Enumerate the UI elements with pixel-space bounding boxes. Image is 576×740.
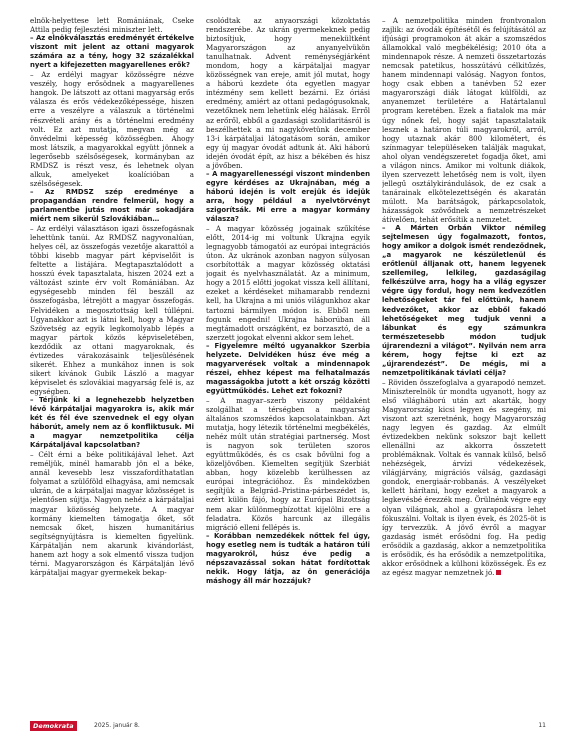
question-paragraph: – A Márten Orbán Viktor némileg sejtelmesen úgy fogalmazott, fontos, hogy amikor a dolgok ismét rendeződnek, „a magyarok ne készületlenül és erőtlenül álljanak ott, hanem legyenek szellemileg, lelkileg, gazdaságilag felkészülve arra, hogy ha a világ egyszer végre úgy fordul, hogy nem kedvezőtlen lehetőségeket tár fel előttünk, hanem kedvezőket, akkor az ebből fakadó lehetőségeket meg tudjuk venni a lábunkat és egy számunkra természetesebb módon tudjuk újrarendezni a világot”. Nyilván nem arra kérem, hogy fejtse ki ezt az „újrarendezést”. De mégis, mi a nemzetpolitikának távlati célja? [382, 224, 546, 377]
answer-paragraph: – Az erdélyi választáson igazi összefogásnak lehettünk tanúi. Az RMDSZ nagyvonalúan, helyes cél, az összefogás vezetője akarattól a többi kisebb magyar párt képviselőit is feltette a listájára. Megtapasztalódott a hosszú évek tapasztalata, hiszen 2024 ezt a változást szinte érv volt Romániában. Az egységesebb minden fél beszáll az összefogásba, létrejött a magyar összefogás. Felvidéken a megosztottság kell túllépni. Ugyanakkor azt is látni kell, hogy a Magyar Szövetség az egyik legkomolyabb lépés a magyar pártok közös képviseletében, kezdődik az ottani magyaroknak, és évtizedes várakozásaink teljesülésének sikerét. Ehhez a munkához innen is sok sikert kívánok Gubik László a magyar képviselet és szlovákiai magyarság felé is, az egységben. [30, 224, 194, 396]
magazine-logo: Demokrata [30, 721, 77, 731]
column-3 [382, 16, 546, 716]
question-paragraph: – Térjünk ki a legnehezebb helyzetben lévő kárpátaljai magyarokra is, akik már két és fél éve szenvednek el egy olyan háborút, amely nem az ő konfliktusuk. Mi a magyar nemzetpolitika célja Kárpátaljával kapcsolatban? [30, 395, 194, 450]
end-mark-icon [496, 570, 501, 575]
article-body [30, 16, 546, 716]
question-paragraph: – A magyarellenességi viszont mindenben egyre kérdéses az Ukrajnában, még a háború idején is volt erejük és idejük arra, hogy például a nyelvtörvényt szigorítsák. Mi erre a magyar kormány válasza? [206, 169, 370, 224]
page-number: 11 [538, 722, 546, 729]
answer-paragraph: – Célt érni a béke politikájával lehet. Azt reméljük, minél hamarabb jön el a béke, annál kevesebb lesz visszafordíthatatlan folyamat a szülőföld elhagyása, ami nemcsak ukrán, de a kárpátaljai magyar közösséget is jelentősen sújtja. Nagyon nehéz a kárpátaljai magyar közösség helyzete. A magyar kormány kiemelten támogatja őket, sőt nemcsak őket, hiszen humanitárius segítségnyújtásra is kiemelten figyelünk. Kárpátalján nem akarunk kivándorlást, hanem azt hogy a sok elmentő vissza tudjon térni. Magyarországon és Kárpátalján lévő kárpátaljai magyar gyermekek bekap- [30, 450, 194, 577]
question-paragraph: – Az RMDSZ szép eredménye a propagandáan rendre felmerül, hogy a parlamentbe jutás most már sokadjára miért nem sikerül Szlovákiában… [30, 187, 194, 224]
question-paragraph: – Figyelemre méltó ugyanakkor Szerbia helyzete. Delvidéken húsz éve még a magyarverések voltak a mindennapok részei, ehhez képest ma felhatalmazás magasságokba jutott a két ország közötti együttműködés. Lehet ezt fokozni? [206, 341, 370, 395]
column-2 [206, 16, 370, 716]
answer-paragraph: elnök-helyettese lett Romániának, Cseke Attila pedig fejlesztési miniszter lett. [30, 16, 194, 35]
answer-paragraph: – A magyar–szerb viszony példaként szolgálhat a térségben a magyarság általános szomszédos kapcsolatainkban. Azt mutatja, hogy létezik történelmi megbékélés, nehéz múlt után stratégiai partnerség. Most is nagyon sok területen szoros együttműködés, és cs csak bővülni fog a közeljövőben. Kiemelten segítjük Szerbiát abban, hogy közelebb kerülhessen az európai integrációhoz. És mindeközben segítjük a Belgrád–Pristina-párbeszédet is, ezért külön fájó, hogy az Európai Bizottság nem akar különmegbízottat kijelölni ere a feladatra. Közös harcunk az illegális migráció elleni fellépés is. [206, 395, 370, 532]
answer-paragraph: – A magyar közösség jogainak szűkítése előtt, 2014-ig mi voltunk Ukrajna egyik legnagyobb támogatói az európai integrációs úton. Az ukránok azonban nagyon súlyosan csorbították a magyar közösség oktatási jogait és nyelvhasználatát. Az a minimum, hogy a 2015 előtti jogokat vissza kell állítani, ezeket a kérdéseket mihamarabb rendezni kell, ha Ukrajna a mi uniós világunkhoz akar tartozni bármilyen módon is. Ebből nem fogunk engedni! Ukrajna háborúban áll megtámadott országként, ez borzasztó, de a szerzett jogokat elvenni akkor sem lehet. [206, 224, 370, 342]
answer-paragraph: csolódtak az anyaországi közoktatás rendszerébe. Az ukrán gyermekeknek pedig biztosítjuk, hogy menekültként Magyarországon az anyanyelvükön tanulhatnak. Advent reménységjárként mondom, hogy a kárpátaljai magyar közösségnek van ereje, amit jól mutat, hogy a háború kezdete óta egyetlen magyar intézmény sem kellett bezárni. Ez óriási eredmény, amiért az ottani pedagógusoknak, vezetőknek nem lehetünk elég hálásak. Erről az erőről, ebből a gazdasági szolidaritásról is beszélhettek a mi nagykövetünk december 13-i kárpátaljai látogatásom során, amikor egy új magyar óvodát adtunk át. Aki háború idején óvodát épít, az hisz a békében és hisz a jövőben. [206, 16, 370, 170]
issue-date: 2025. január 8. [94, 722, 140, 729]
page-footer [30, 721, 546, 733]
answer-paragraph: – Röviden összefoglalva a gyarapodó nemzet. Miniszterelnök úr mondta ugyanott, hogy az első világháború után azt akarták, hogy Magyarország kicsi legyen és szegény, mi viszont azt szeretnénk, hogy Magyarország nagy legyen és gazdag. Az elmúlt évtizedekben nekünk sokszor bajt kellett ellenállni az akkorra összetett problémáknak. Voltak és vannak külső, belső nehézségek, árvízi védekezések, világjárvány, migrációs válság, gazdasági gondok, energiaár-robbanás. A veszélyeket kellett hárítani, hogy ezeket a magyarok a legkevésbé érezzék meg. Örülnénk végre egy olyan világnak, ahol a gyarapodásra lehet fókuszálni. Voltak is ilyen évek, és 2025-öt is így tervezzük. A jövő évről a magyar gazdaság ismét erősödni fog. Ha pedig erősödik a gazdaság, akkor a nemzetpolitika is erősödik, és ha erősödik a nemzetpolitika, akkor erősödnek a külhoni közösségek. És ez az egész magyar nemzetnek jó. [382, 377, 546, 577]
answer-paragraph: – Az erdélyi magyar közösségre nézve veszély, hogy erősödnek a magyarellenes hangok. De látszott az ottani magyarság erős válasza és erős védekezőképessége, hiszen erre a veszélyre a válaszuk a történelmi részvételi arány és a történelmi eredmény volt. Ez azt mutatja, megvan még az önvédelmi képesség közösségben. Ahogy most látszik, a magyarokkal együtt jönnek a legerősebb szélsőségesek, kormányban az RMDSZ is részt vesz, és lehetnek olyan alkuk, amelyeket koalícióban a szélsőségesek. [30, 70, 194, 188]
question-paragraph: – Korábban nemzedékek nőttek fel úgy, hogy esetleg nem is tudták a határon túli magyarokról, húsz éve pedig a népszavazással sokan hátat fordítottak nekik. Hogy látja, az ön generációja máshogy áll már hozzájuk? [206, 531, 370, 585]
column-1 [30, 16, 194, 716]
question-paragraph: – Az elnökválasztás eredményét értékelve viszont mit jelent az ottani magyarok számára az a tény, hogy 32 százalékkal nyert a kifejezetten magyarellenes erők? [30, 34, 194, 70]
answer-paragraph: – A nemzetpolitika minden frontvonalon zajlik: az óvodák építésétől és felújításától az ifjúsági programokon át akár a szomszédos államokkal való megbékélésig; 2010 óta a mindennapok része. A nemzeti összetartozás nemcsak patetikus, hosszútávú célkitűzés, hanem mindennapi valóság. Nagyon fontos, hogy csak ebben a tanévben 52 ezer magyarországi diák látogat külföldi, az anyanemzet területére a Határtalanul program keretében. Ezek a fiatalok ma már úgy nőnek fel, hogy saját tapasztalataik lesznek a határon túli magyarokról, arról, hogy utaznak akár 800 kilométert, és színmagyar településeken találják magukat, ahol olyan vendégszeretet fogadja őket, ami a világon nincs. Amikor mi voltunk diákok, ilyen szervezett lehetőség nem is volt, ilyen jellegű osztálykirándulások, de ez csak a tanárainak elkötelezettségén és akaratán múlott. Ma barátságok, párkapcsolatok, házasságok szövődnek a nemzetrészeket átívelően, tehát erősítik a nemzetet. [382, 16, 546, 225]
